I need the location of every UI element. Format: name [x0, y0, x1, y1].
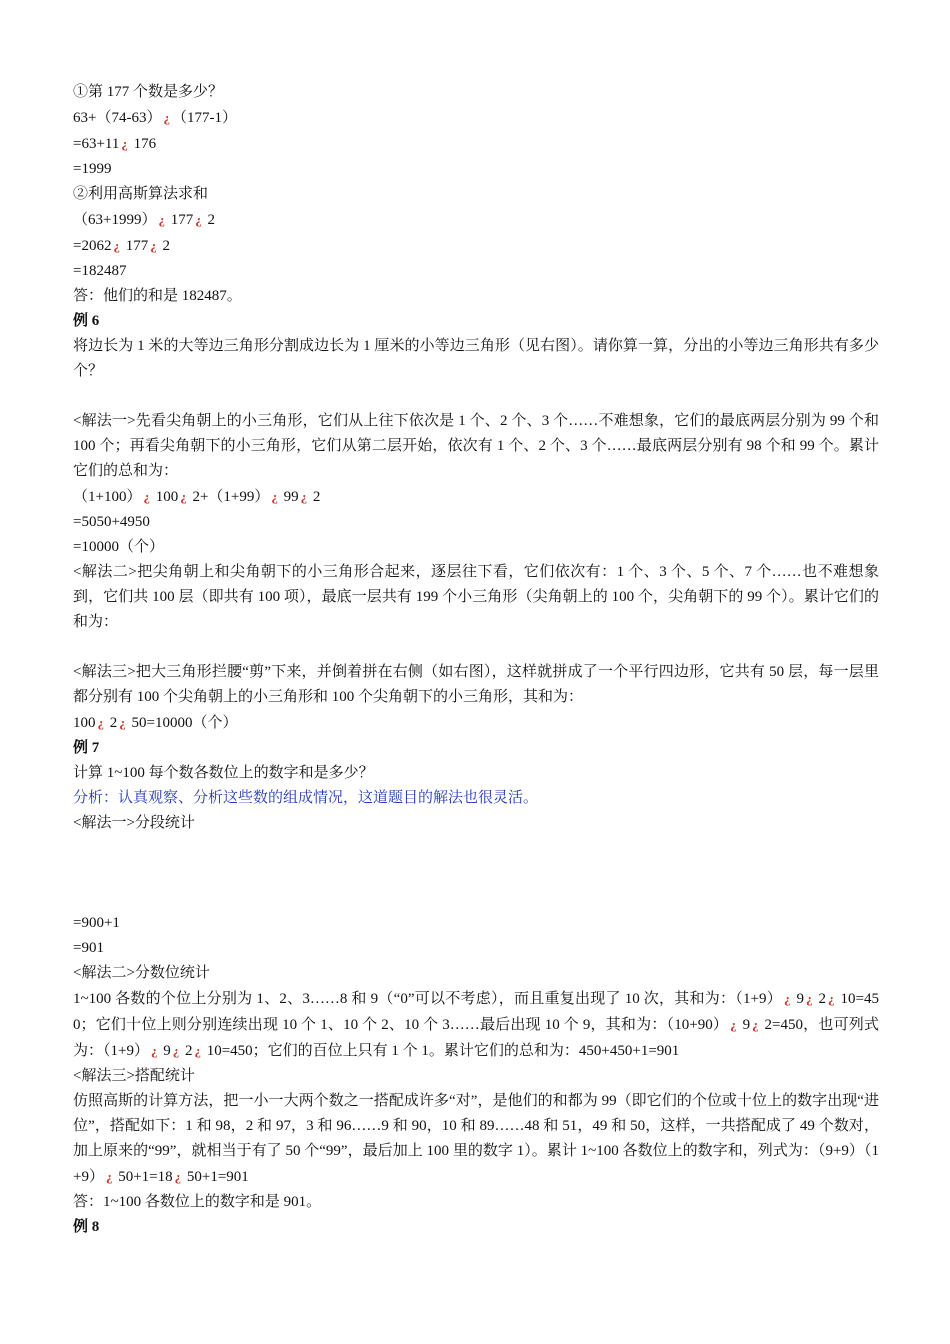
operator-glyph: ¿ [150, 1043, 158, 1058]
formula-line: =10000（个） [73, 539, 164, 555]
answer-line: 答：他们的和是 182487。 [73, 288, 242, 304]
method-3-paragraph: <解法三>把大三角形拦腰“剪”下来，并倒着拼在右侧（如右图），这样就拼成了一个平行四边形，它共有 50 层，每一层里都分别有 100 个尖角朝上的小三角形和 100 个尖角朝下的小三角形，其和为： [73, 664, 879, 705]
example-6-heading: 例 6 [73, 313, 100, 329]
formula-line: =2062 ¿ 177 ¿ 2 [73, 238, 170, 254]
operator-glyph: ¿ [172, 1043, 180, 1058]
blank-space [73, 836, 879, 911]
method-2-paragraph: 1~100 各数的个位上分别为 1、2、3……8 和 9（“0”可以不考虑），而且重复出现了 10 次，其和为：（1+9） ¿ 9 ¿ 2 ¿ 10=450；它们十位上则分别连续出现 10 个 1、10 个 2、10 个 3……最后出现 10 个 9，其和为：（10+90） ¿ 9 ¿ 2=450，也可列式为：（1+9） ¿ 9 ¿ 2 ¿ 10=450；它们的百位上只有 1 个 1。累计它们的总和为：450+450+1=901 [73, 991, 880, 1059]
question-1-line: ①第 177 个数是多少？ [73, 84, 224, 100]
operator-glyph: ¿ [784, 991, 791, 1006]
operator-glyph: ¿ [174, 1169, 182, 1184]
question-2-line: ②利用高斯算法求和 [73, 186, 209, 202]
method-1-heading: <解法一>分段统计 [73, 815, 195, 831]
blank-line [73, 384, 879, 409]
formula-line: =182487 [73, 263, 127, 279]
operator-glyph: ¿ [828, 991, 835, 1006]
operator-glyph: ¿ [97, 715, 104, 730]
operator-glyph: ¿ [158, 212, 165, 227]
formula-line: （1+100） ¿ 100 ¿ 2+（1+99） ¿ 99 ¿ 2 [73, 489, 321, 505]
operator-glyph: ¿ [113, 238, 120, 253]
example-7-heading: 例 7 [73, 740, 100, 756]
formula-line: =901 [73, 940, 104, 956]
operator-glyph: ¿ [150, 238, 157, 253]
operator-glyph: ¿ [752, 1017, 759, 1032]
formula-line: =1999 [73, 161, 112, 177]
operator-glyph: ¿ [194, 1043, 201, 1058]
example-6-problem: 将边长为 1 米的大等边三角形分割成边长为 1 厘米的小等边三角形（见右图）。请你算一算，分出的小等边三角形共有多少个？ [73, 338, 879, 379]
method-1-paragraph: <解法一>先看尖角朝上的小三角形，它们从上往下依次是 1 个、2 个、3 个……不难想象，它们的最底两层分别为 99 个和 100 个；再看尖角朝下的小三角形，它们从第二层开始，依次有 1 个、2 个、3 个……最底两层分别有 98 个和 99 个。累计它们的总和为： [73, 413, 879, 479]
answer-line: 答：1~100 各数位上的数字和是 901。 [73, 1194, 322, 1210]
formula-line: =5050+4950 [73, 514, 150, 530]
example-8-heading: 例 8 [73, 1219, 100, 1235]
formula-line: =63+11 ¿ 176 [73, 136, 157, 152]
operator-glyph: ¿ [163, 110, 170, 125]
method-2-heading: <解法二>分数位统计 [73, 965, 210, 981]
formula-line: 100 ¿ 2 ¿ 50=10000（个） [73, 715, 238, 731]
operator-glyph: ¿ [119, 715, 126, 730]
formula-line: =900+1 [73, 915, 120, 931]
operator-glyph: ¿ [180, 489, 187, 504]
operator-glyph: ¿ [105, 1169, 113, 1184]
method-3-heading: <解法三>搭配统计 [73, 1068, 195, 1084]
operator-glyph: ¿ [121, 136, 128, 151]
operator-glyph: ¿ [195, 212, 202, 227]
analysis-line: 分析：认真观察、分析这些数的组成情况，这道题目的解法也很灵活。 [73, 790, 539, 806]
method-2-paragraph: <解法二>把尖角朝上和尖角朝下的小三角形合起来，逐层往下看，它们依次有：1 个、3 个、5 个、7 个……也不难想象到，它们共 100 层（即共有 100 项），最底一层共有 199 个小三角形（尖角朝上的 100 个，尖角朝下的 99 个）。累计它们的和为： [73, 564, 879, 630]
document-page [73, 80, 879, 1240]
formula-line: （63+1999） ¿ 177 ¿ 2 [73, 212, 215, 228]
operator-glyph: ¿ [300, 489, 308, 504]
formula-line: 63+（74-63） ¿ （177-1） [73, 110, 237, 126]
operator-glyph: ¿ [143, 489, 150, 504]
blank-line [73, 635, 879, 660]
operator-glyph: ¿ [730, 1017, 737, 1032]
example-7-problem: 计算 1~100 每个数各数位上的数字和是多少？ [73, 765, 374, 781]
operator-glyph: ¿ [806, 991, 813, 1006]
operator-glyph: ¿ [271, 489, 278, 504]
method-3-paragraph: 仿照高斯的计算方法，把一小一大两个数之一搭配成许多“对”，是他们的和都为 99（即它们的个位或十位上的数字出现“进位”，搭配如下：1 和 98，2 和 97，3 和 96……9 和 90，10 和 89……48 和 51，49 和 50，这样，一共搭配成了 49 个数对，加上原来的“99”，就相当于有了 50 个“99”，最后加上 100 里的数字 1）。累计 1~100 各数位上的数字和，列式为：（9+9）（1+9） ¿ 50+1=18 ¿ 50+1=901 [73, 1093, 879, 1185]
